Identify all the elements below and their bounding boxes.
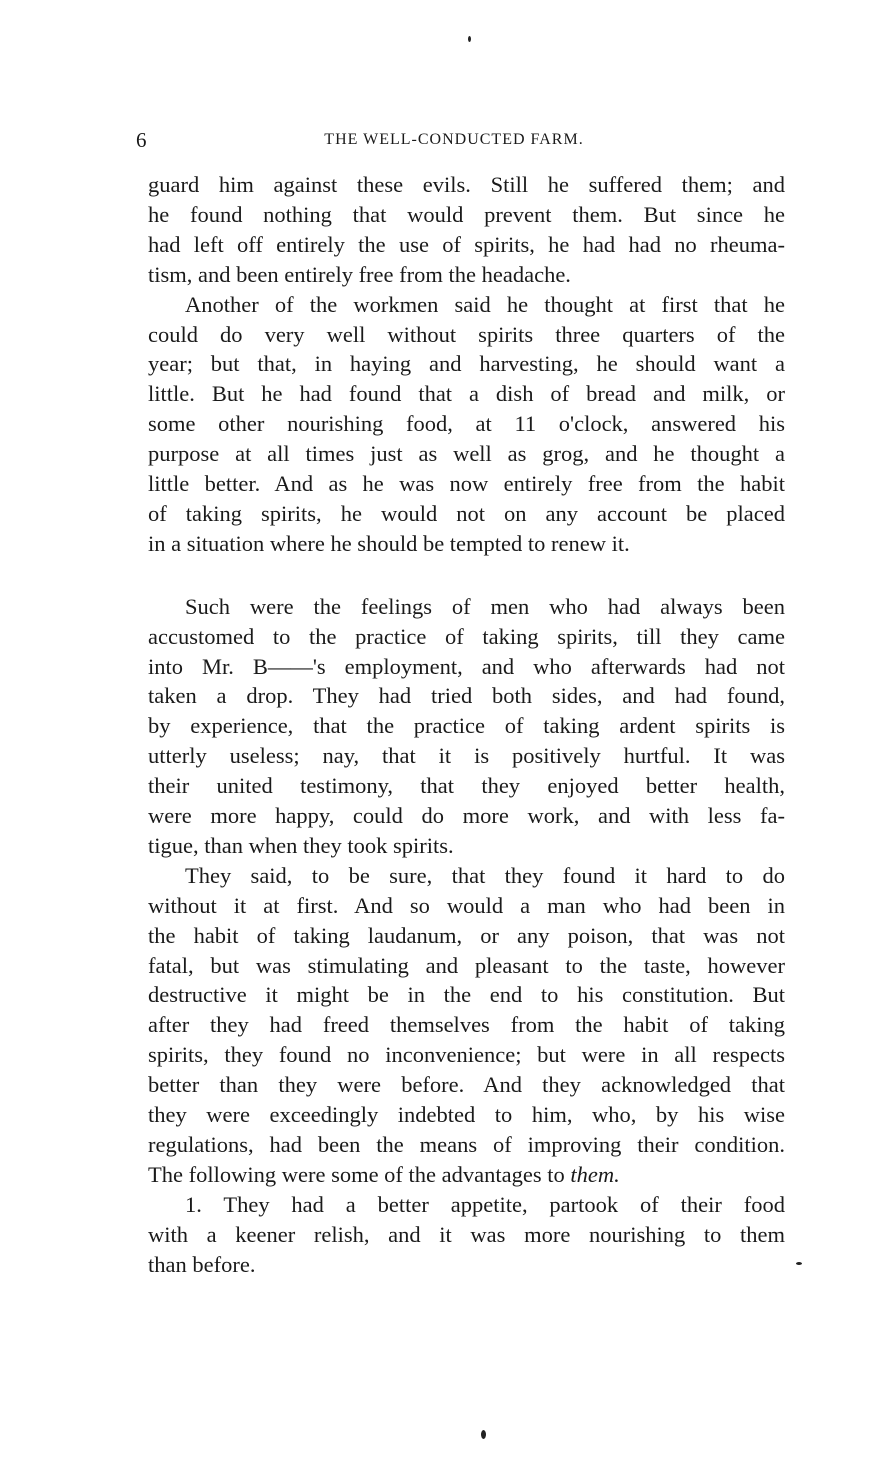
text-line-content: accustomed to the practice of taking spirits, till they came [148, 623, 785, 649]
text-line-content: some other nourishing food, at 11 o'clock, answered his [148, 411, 785, 437]
text-line-content: after they had freed themselves from the habit of taking [148, 1012, 785, 1038]
text-line-content: with a keener relish, and it was more nourishing to them [148, 1221, 785, 1247]
text-line [148, 951, 785, 981]
text-line-content: could do very well without spirits three quarters of the [148, 321, 785, 347]
text-line [148, 652, 785, 682]
running-head: THE WELL-CONDUCTED FARM. [324, 131, 584, 148]
scan-speck [481, 1430, 486, 1439]
text-line-content: they were exceedingly indebted to him, who, by his wise [148, 1102, 785, 1127]
text-line [148, 200, 785, 230]
text-line-content: than before. [148, 1251, 256, 1277]
text-line [148, 529, 785, 559]
text-line-content: utterly useless; nay, that it is positively hurtful. It was [148, 743, 785, 769]
text-line [148, 170, 785, 200]
text-line-content: the habit of taking laudanum, or any poison, that was not [148, 922, 785, 948]
text-line [148, 1220, 785, 1250]
text-line-content: tism, and been entirely free from the headache. [148, 261, 571, 287]
text-line [148, 592, 785, 622]
text-line-content: their united testimony, that they enjoyed better health, [148, 773, 785, 799]
text-line [148, 1130, 785, 1160]
text-line-content: guard him against these evils. Still he suffered them; and [148, 172, 785, 197]
text-line-content: had left off entirely the use of spirits, he had had no rheuma- [148, 231, 785, 257]
text-line [148, 622, 785, 652]
text-line-content: by experience, that the practice of taking ardent spirits is [148, 713, 785, 739]
text-line [148, 681, 785, 711]
text-line-content: Another of the workmen said he thought at first that he [185, 291, 785, 317]
text-line [148, 260, 785, 290]
italic-emphasis: them. [570, 1161, 620, 1187]
text-line [148, 349, 785, 379]
text-line-content: regulations, had been the means of improving their condition. [148, 1131, 785, 1157]
text-line [148, 290, 785, 320]
text-line [148, 320, 785, 350]
text-line-content: without it at first. And so would a man who had been in [148, 892, 785, 918]
text-line-content: taken a drop. They had tried both sides, and had found, [148, 683, 785, 709]
text-line-content: in a situation where he should be tempted to renew it. [148, 530, 630, 556]
text-line [148, 1040, 785, 1070]
text-line-content: They said, to be sure, that they found it hard to do [185, 862, 785, 888]
text-line [148, 801, 785, 831]
text-line [148, 499, 785, 529]
text-line [148, 230, 785, 260]
text-line [148, 1070, 785, 1100]
text-line-content: spirits, they found no inconvenience; but were in all respects [148, 1042, 785, 1068]
text-line-content: into Mr. B——'s employment, and who afterwards had not [148, 653, 785, 679]
text-line-content: Such were the feelings of men who had always been [185, 593, 785, 619]
text-line-content: of taking spirits, he would not on any account be placed [148, 500, 785, 526]
scan-speck [468, 36, 471, 42]
text-line [148, 1250, 785, 1280]
text-line-content: purpose at all times just as well as grog, and he thought a [148, 441, 785, 467]
text-line [148, 1010, 785, 1040]
text-line [148, 469, 785, 499]
text-line [148, 771, 785, 801]
text-line [148, 1100, 785, 1130]
text-line-content: fatal, but was stimulating and pleasant to the taste, however [148, 952, 785, 978]
text-line-content: little better. And as he was now entirely free from the habit [148, 471, 785, 496]
text-line [148, 831, 785, 861]
text-line-content: tigue, than when they took spirits. [148, 832, 454, 858]
page-number: 6 [136, 128, 147, 152]
text-line [148, 379, 785, 409]
text-line [148, 409, 785, 439]
text-line [148, 741, 785, 771]
text-line-content: little. But he had found that a dish of bread and milk, or [148, 381, 785, 407]
text-line-content: year; but that, in haying and harvesting, he should want a [148, 351, 785, 377]
text-line-content: were more happy, could do more work, and with less fa- [148, 803, 785, 828]
text-line [148, 891, 785, 921]
text-line [148, 1160, 785, 1190]
text-line-content: The following were some of the advantages to [148, 1161, 571, 1187]
text-line-content: destructive it might be in the end to his constitution. But [148, 982, 785, 1008]
text-line-content: 1. They had a better appetite, partook of their food [185, 1191, 785, 1217]
text-line [148, 439, 785, 469]
text-line-content: he found nothing that would prevent them. But since he [148, 201, 785, 227]
text-line [148, 1190, 785, 1220]
text-line [148, 921, 785, 951]
scan-speck [796, 1262, 802, 1265]
text-line [148, 861, 785, 891]
text-line-content: better than they were before. And they acknowledged that [148, 1072, 785, 1098]
text-line [148, 980, 785, 1010]
text-line [148, 711, 785, 741]
